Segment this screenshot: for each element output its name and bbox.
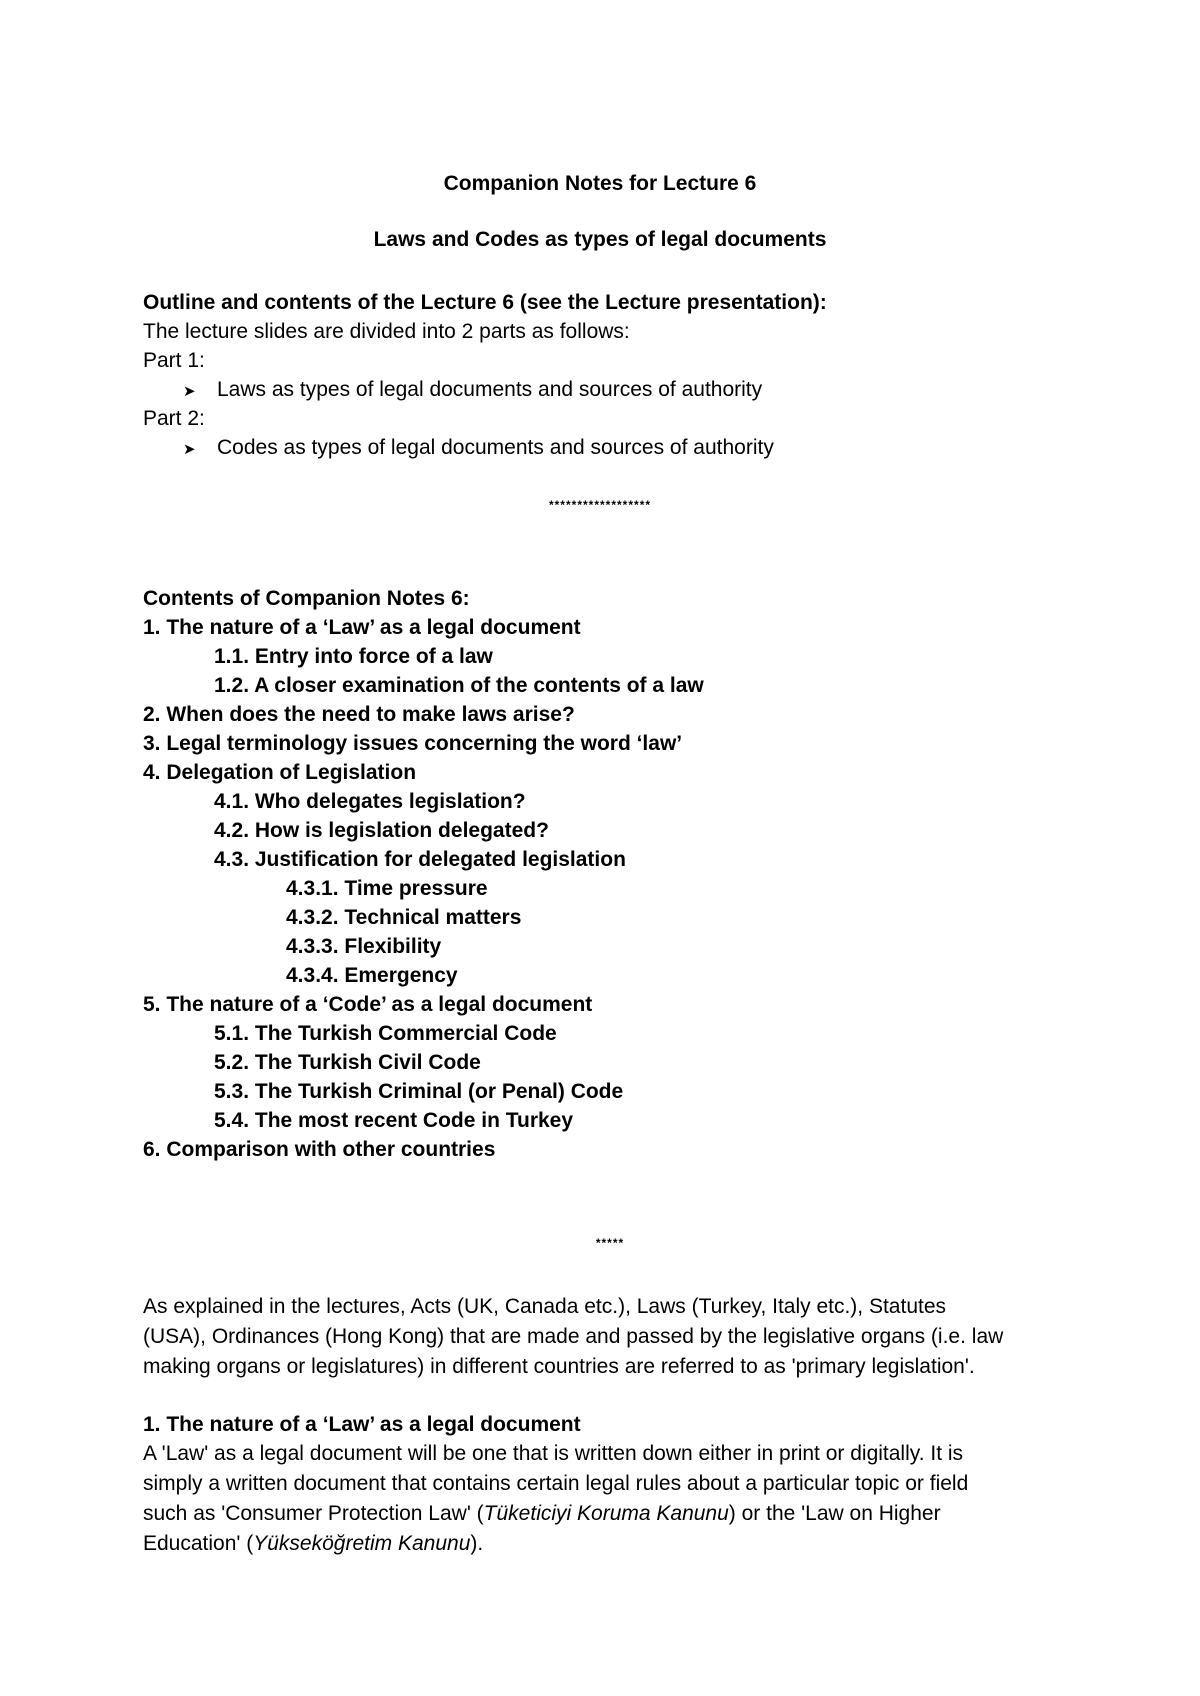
contents-item: 1. The nature of a ‘Law’ as a legal document (143, 616, 581, 639)
contents-item: 5.1. The Turkish Commercial Code (214, 1022, 557, 1045)
contents-item: 1.1. Entry into force of a law (214, 645, 493, 668)
part2-label: Part 2: (143, 407, 205, 430)
paragraph-line (143, 1499, 1073, 1529)
part1-item-text: Laws as types of legal documents and sources of authority (217, 378, 763, 401)
part1-label: Part 1: (143, 349, 205, 372)
contents-item: 4.3.3. Flexibility (286, 935, 442, 958)
contents-item: 4.1. Who delegates legislation? (214, 790, 526, 813)
paragraph-line: simply a written document that contains certain legal rules about a particular topic or field (143, 1472, 969, 1495)
contents-item: 3. Legal terminology issues concerning the word ‘law’ (143, 732, 683, 755)
contents-item: 5.2. The Turkish Civil Code (214, 1051, 481, 1074)
turkish-term: Yükseköğretim Kanunu (253, 1532, 471, 1555)
text-run: such as 'Consumer Protection Law' ( (143, 1502, 484, 1525)
section1-heading: 1. The nature of a ‘Law’ as a legal document (143, 1413, 581, 1436)
separator-stars: ****************** (548, 498, 652, 512)
contents-item: 5.3. The Turkish Criminal (or Penal) Code (214, 1080, 624, 1103)
text-run: Education' ( (143, 1532, 254, 1555)
arrow-bullet-icon: ➤ (183, 383, 196, 400)
contents-item: 4. Delegation of Legislation (143, 761, 417, 784)
paragraph-line: making organs or legislatures) in different countries are referred to as 'primary legislation'. (143, 1355, 975, 1378)
part1-item (183, 375, 762, 406)
separator-stars: ***** (595, 1236, 625, 1250)
contents-item: 4.3. Justification for delegated legislation (214, 848, 626, 871)
text-run: ) or the 'Law on Higher (728, 1502, 941, 1525)
document-subtitle: Laws and Codes as types of legal documents (373, 228, 827, 251)
turkish-term: Tüketiciyi Koruma Kanunu (483, 1502, 729, 1525)
contents-item: 2. When does the need to make laws arise? (143, 703, 575, 726)
contents-item: 4.3.1. Time pressure (286, 877, 488, 900)
paragraph-line: (USA), Ordinances (Hong Kong) that are made and passed by the legislative organs (i.e. law (143, 1325, 1004, 1348)
contents-item: 4.2. How is legislation delegated? (214, 819, 549, 842)
contents-heading: Contents of Companion Notes 6: (143, 587, 470, 610)
contents-item: 5.4. The most recent Code in Turkey (214, 1109, 574, 1132)
part2-item (183, 433, 774, 464)
paragraph-line (143, 1529, 1073, 1559)
paragraph-line: A 'Law' as a legal document will be one that is written down either in print or digitally. It is (143, 1442, 964, 1465)
contents-item: 6. Comparison with other countries (143, 1138, 496, 1161)
part2-item-text: Codes as types of legal documents and sources of authority (217, 436, 774, 459)
arrow-bullet-icon: ➤ (183, 441, 196, 458)
contents-item: 5. The nature of a ‘Code’ as a legal document (143, 993, 593, 1016)
contents-item: 4.3.4. Emergency (286, 964, 458, 987)
intro-paragraph (143, 1292, 1073, 1382)
paragraph-line: As explained in the lectures, Acts (UK, Canada etc.), Laws (Turkey, Italy etc.), Statutes (143, 1295, 947, 1318)
contents-item: 4.3.2. Technical matters (286, 906, 522, 929)
section1-paragraph (143, 1439, 1073, 1559)
text-run: ). (470, 1532, 484, 1555)
outline-intro: The lecture slides are divided into 2 parts as follows: (143, 320, 630, 343)
outline-heading: Outline and contents of the Lecture 6 (see the Lecture presentation): (143, 291, 827, 314)
contents-item: 1.2. A closer examination of the contents of a law (214, 674, 704, 697)
document-title: Companion Notes for Lecture 6 (443, 172, 757, 195)
